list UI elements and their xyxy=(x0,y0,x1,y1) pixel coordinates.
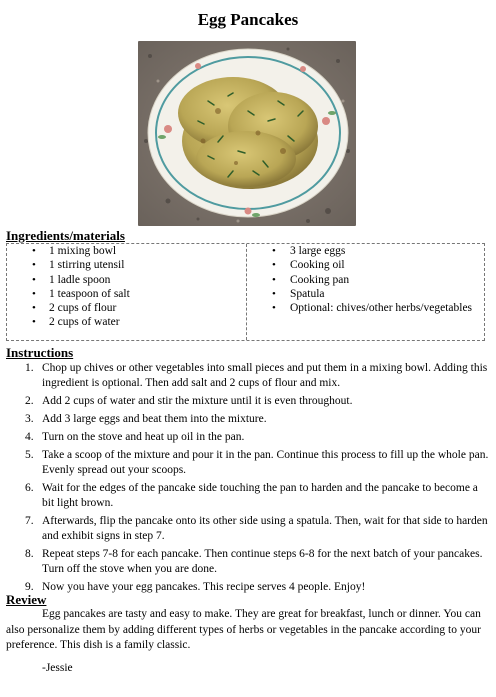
step-number: 2. xyxy=(25,395,34,407)
instructions-list xyxy=(0,361,490,598)
step-text: Add 2 cups of water and stir the mixture until it is even throughout. xyxy=(42,395,353,407)
ingredients-table xyxy=(6,243,485,341)
ingredient-item: • 1 mixing bowl xyxy=(7,244,246,258)
step-text: Afterwards, flip the pancake onto its other side using a spatula. Then, wait for that side to harden and exhibit signs in step 7. xyxy=(42,515,488,542)
step-text: Add 3 large eggs and beat them into the mixture. xyxy=(42,413,267,425)
step-number: 8. xyxy=(25,548,34,560)
signature: -Jessie xyxy=(42,662,73,674)
step-number: 3. xyxy=(25,413,34,425)
instruction-step xyxy=(0,547,490,577)
ingredient-item: • Spatula xyxy=(247,287,484,301)
step-number: 7. xyxy=(25,515,34,527)
ingredient-item: • Optional: chives/other herbs/vegetables xyxy=(247,301,484,315)
review-heading: Review xyxy=(6,592,47,607)
page-title: Egg Pancakes xyxy=(197,10,299,29)
review-text: Egg pancakes are tasty and easy to make. They are great for breakfast, lunch or dinner. You can also personalize them by adding different types of herbs or vegetables in the pancake according to your preference. This dish is a family classic. xyxy=(6,608,481,651)
instruction-step xyxy=(0,580,490,595)
instruction-step xyxy=(0,412,490,427)
instruction-step xyxy=(0,394,490,409)
ingredients-right-column xyxy=(247,244,484,340)
instruction-step xyxy=(0,430,490,445)
step-text: Turn on the stove and heat up oil in the pan. xyxy=(42,431,245,443)
ingredient-item: • 3 large eggs xyxy=(247,244,484,258)
step-number: 6. xyxy=(25,482,34,494)
instruction-step xyxy=(0,514,490,544)
instructions-heading: Instructions xyxy=(6,345,74,360)
step-text: Now you have your egg pancakes. This recipe serves 4 people. Enjoy! xyxy=(42,581,366,593)
review-paragraph xyxy=(6,607,486,654)
ingredient-item: • Cooking pan xyxy=(247,273,484,287)
instruction-step xyxy=(0,448,490,478)
step-number: 5. xyxy=(25,449,34,461)
instruction-step xyxy=(0,481,490,511)
ingredients-heading: Ingredients/materials xyxy=(6,228,125,243)
ingredient-item: • 2 cups of water xyxy=(7,315,246,329)
step-number: 4. xyxy=(25,431,34,443)
step-text: Take a scoop of the mixture and pour it in the pan. Continue this process to fill up the whole pan. Evenly spread out your scoops. xyxy=(42,449,489,476)
instruction-step xyxy=(0,361,490,391)
ingredients-left-column xyxy=(7,244,247,340)
ingredient-item: • 2 cups of flour xyxy=(7,301,246,315)
step-number: 1. xyxy=(25,362,34,374)
ingredient-item: • 1 ladle spoon xyxy=(7,273,246,287)
step-text: Repeat steps 7-8 for each pancake. Then continue steps 6-8 for the next batch of your pancakes. Turn off the stove when you are done. xyxy=(42,548,483,575)
ingredient-item: • Cooking oil xyxy=(247,258,484,272)
ingredient-item: • 1 teaspoon of salt xyxy=(7,287,246,301)
ingredient-item: • 1 stirring utensil xyxy=(7,258,246,272)
egg-pancakes-photo xyxy=(138,41,356,226)
step-text: Wait for the edges of the pancake side touching the pan to harden and the pancake to become a bit light brown. xyxy=(42,482,478,509)
step-text: Chop up chives or other vegetables into small pieces and put them in a mixing bowl. Adding this ingredient is optional. Then add salt and 2 cups of flour and mix. xyxy=(42,362,488,389)
step-number: 9. xyxy=(25,581,34,593)
